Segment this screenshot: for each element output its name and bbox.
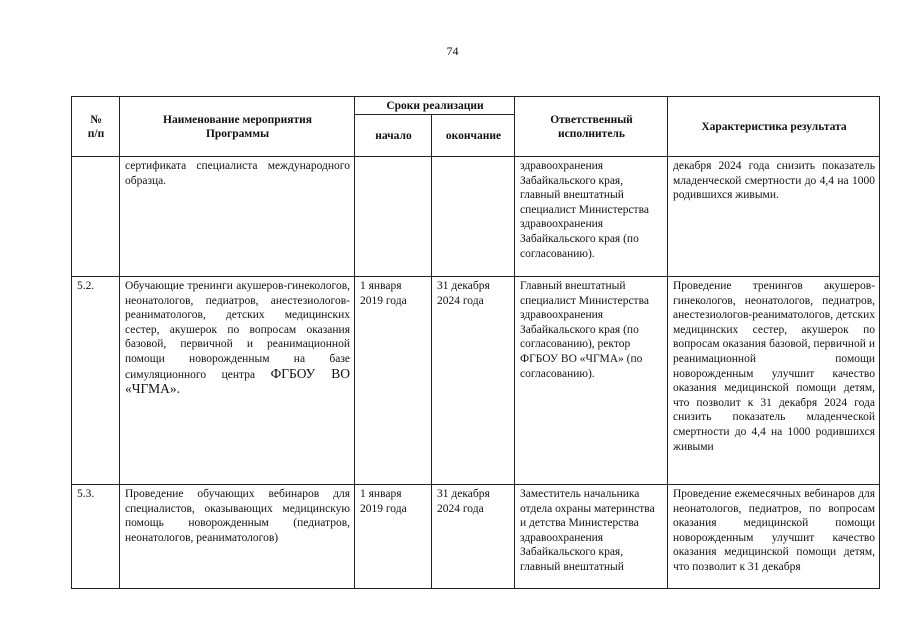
program-table <box>71 96 880 589</box>
row-start: 1 января 2019 года <box>355 485 432 589</box>
header-end: окончание <box>432 115 515 157</box>
row-responsible: Заместитель начальника отдела охраны материнства и детства Министерства здравоохранения Забайкальского края, главный внештатный <box>515 485 668 589</box>
row-end <box>432 157 515 277</box>
table-row <box>72 485 880 589</box>
row-name: сертификата специалиста международного образца. <box>120 157 355 277</box>
row-responsible: Главный внештатный специалист Министерства здравоохранения Забайкальского края (по согласованию), ректор ФГБОУ ВО «ЧГМА» (по согласованию). <box>515 277 668 485</box>
header-name-line2: Программы <box>205 128 270 140</box>
page-number: 74 <box>446 44 459 58</box>
row-name-text: Обучающие тренинги акушеров-гинекологов, неонатологов, педиатров, анестезиологов-реаниматологов, детских медицинских сестер, акушерок по вопросам оказания базовой, первичной и реанимационной помощи новорожденным на базе симуляционного центра <box>125 280 350 381</box>
row-end: 31 декабря 2024 года <box>432 485 515 589</box>
header-num-line2: п/п <box>87 128 105 140</box>
table-row <box>72 277 880 485</box>
header-resp-line1: Ответственный <box>550 114 633 126</box>
header-name-line1: Наименование мероприятия <box>163 114 312 126</box>
row-result: Проведение тренингов акушеров-гинекологов, неонатологов, педиатров, анестезиологов-реаниматологов, детских медицинских сестер, акушерок по вопросам оказания базовой, первичной и реанимационной помощи новорожденным улучшит качество оказания медицинской помощи детям, что позволит к 31 декабря 2024 года снизить показатель младенческой смертности до 4,4 на 1000 родившихся живыми <box>668 277 880 485</box>
row-start <box>355 157 432 277</box>
row-start: 1 января 2019 года <box>355 277 432 485</box>
header-result: Характеристика результата <box>668 97 880 157</box>
header-period: Сроки реализации <box>355 97 515 115</box>
row-end: 31 декабря 2024 года <box>432 277 515 485</box>
row-num: 5.3. <box>72 485 120 589</box>
row-name: Проведение обучающих вебинаров для специалистов, оказывающих медицинскую помощь новорожденным (педиатров, неонатологов, реаниматологов) <box>120 485 355 589</box>
header-start: начало <box>355 115 432 157</box>
header-name <box>120 97 355 157</box>
row-result: декабря 2024 года снизить показатель младенческой смертности до 4,4 на 1000 родившихся живыми. <box>668 157 880 277</box>
row-num <box>72 157 120 277</box>
row-name-tail: ФГБОУ ВО «ЧГМА». <box>125 365 351 397</box>
header-row <box>72 97 880 115</box>
header-num-line1: № <box>90 114 102 126</box>
row-num: 5.2. <box>72 277 120 485</box>
header-resp-line2: исполнитель <box>558 128 625 140</box>
table-row <box>72 157 880 277</box>
row-responsible: здравоохранения Забайкальского края, главный внештатный специалист Министерства здравоохранения Забайкальского края (по согласованию). <box>515 157 668 277</box>
row-result: Проведение ежемесячных вебинаров для неонатологов, педиатров, по вопросам оказания медицинской помощи новорожденным улучшит качество оказания медицинской помощи детям, что позволит к 31 декабря <box>668 485 880 589</box>
row-name <box>120 277 355 485</box>
header-responsible <box>515 97 668 157</box>
header-num <box>72 97 120 157</box>
